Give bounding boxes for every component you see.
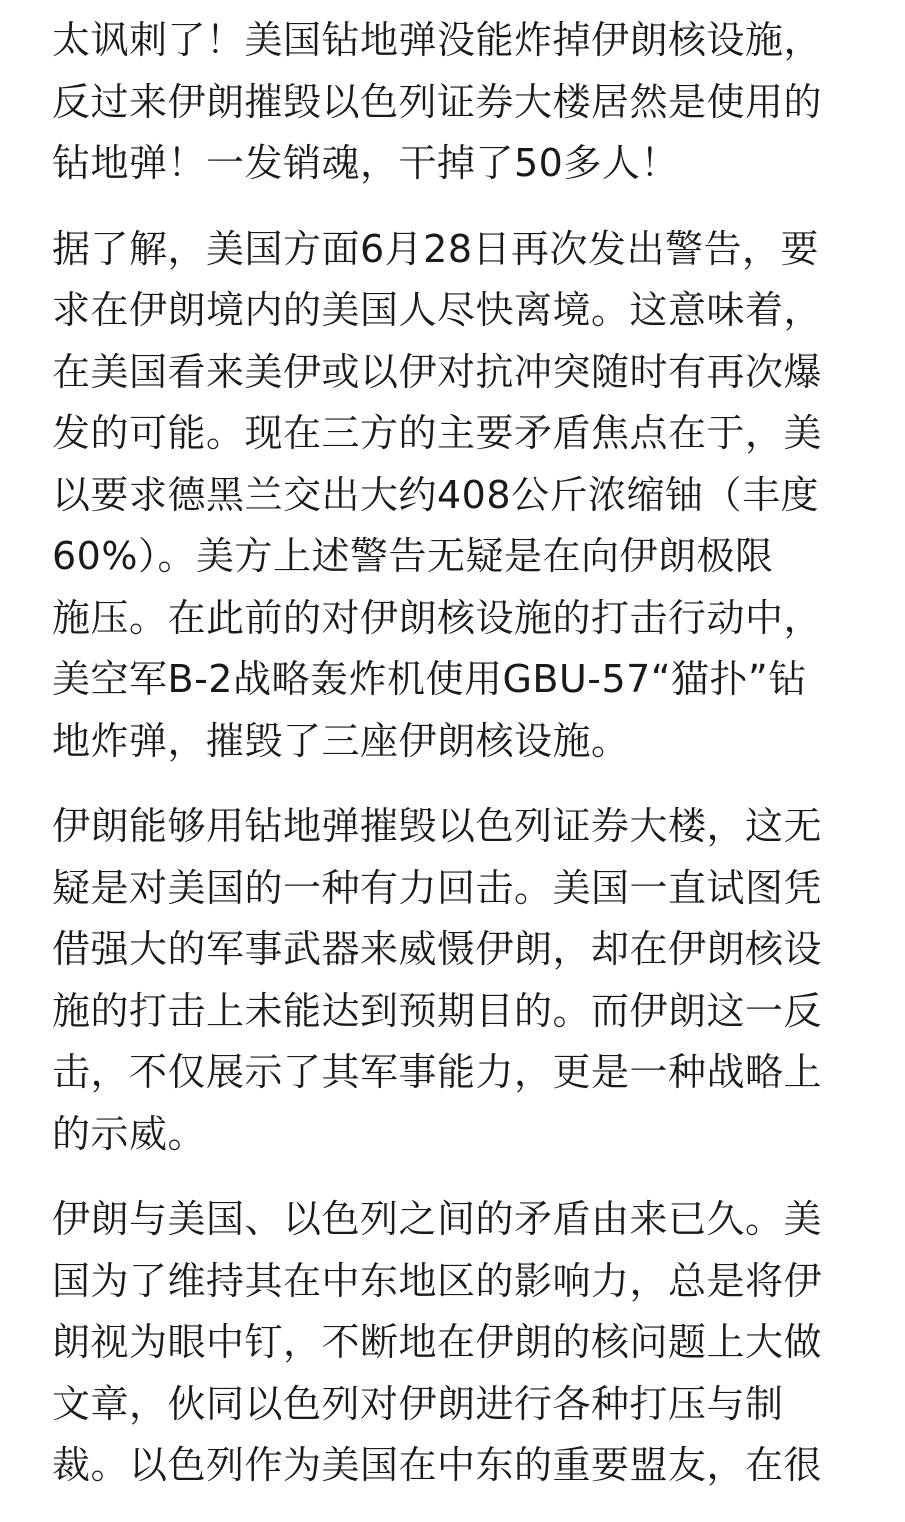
paragraph-4-line-3: 朗视为眼中钉，不断地在伊朗的核问题上大做 (52, 1320, 823, 1364)
paragraph-2-line-9: 地炸弹，摧毁了三座伊朗核设施。 (52, 718, 630, 763)
paragraph-4-line-4: 文章，伙同以色列对伊朗进行各种打压与制 (52, 1381, 784, 1426)
paragraph-2-line-4: 发的可能。现在三方的主要矛盾焦点在于，美 (52, 411, 823, 455)
paragraph-3-line-5: 击，不仅展示了其军事能力，更是一种战略上 (52, 1050, 823, 1094)
paragraph-4-line-2: 国为了维持其在中东地区的影响力，总是将伊 (52, 1258, 823, 1303)
paragraph-4 (52, 1189, 872, 1497)
paragraph-2-line-5: 以要求德黑兰交出大约408公斤浓缩铀（丰度 (52, 472, 820, 517)
paragraph-1-line-2: 反过来伊朗摧毁以色列证券大楼居然是使用的 (52, 79, 823, 124)
paragraph-3-line-3: 借强大的军事武器来威慑伊朗，却在伊朗核设 (52, 927, 823, 971)
paragraph-2-line-3: 在美国看来美伊或以伊对抗冲突随时有再次爆 (52, 349, 823, 394)
paragraph-1-line-3: 钻地弹！一发销魂，干掉了50多人！ (52, 141, 679, 185)
paragraph-2-line-6: 60%）。美方上述警告无疑是在向伊朗极限 (52, 534, 774, 578)
paragraph-3-line-6: 的示威。 (52, 1111, 207, 1156)
paragraph-1-line-1: 太讽刺了！美国钻地弹没能炸掉伊朗核设施， (52, 18, 823, 62)
paragraph-4-line-1: 伊朗与美国、以色列之间的矛盾由来已久。美 (52, 1197, 823, 1241)
paragraph-1 (52, 10, 872, 195)
paragraph-2-line-2: 求在伊朗境内的美国人尽快离境。这意味着， (52, 288, 823, 332)
article-body (52, 10, 872, 1521)
paragraph-2-line-8: 美空军B-2战略轰炸机使用GBU-57“猫扑”钻 (52, 657, 807, 701)
paragraph-2-line-1: 据了解，美国方面6月28日再次发出警告，要 (52, 226, 820, 271)
paragraph-2 (52, 219, 872, 773)
paragraph-2-line-7: 施压。在此前的对伊朗核设施的打击行动中， (52, 595, 823, 640)
paragraph-4-line-5: 裁。以色列作为美国在中东的重要盟友，在很 (52, 1443, 823, 1487)
paragraph-3-line-4: 施的打击上未能达到预期目的。而伊朗这一反 (52, 988, 823, 1033)
paragraph-3 (52, 796, 872, 1165)
paragraph-3-line-2: 疑是对美国的一种有力回击。美国一直试图凭 (52, 865, 823, 910)
paragraph-3-line-1: 伊朗能够用钻地弹摧毁以色列证券大楼，这无 (52, 804, 823, 848)
